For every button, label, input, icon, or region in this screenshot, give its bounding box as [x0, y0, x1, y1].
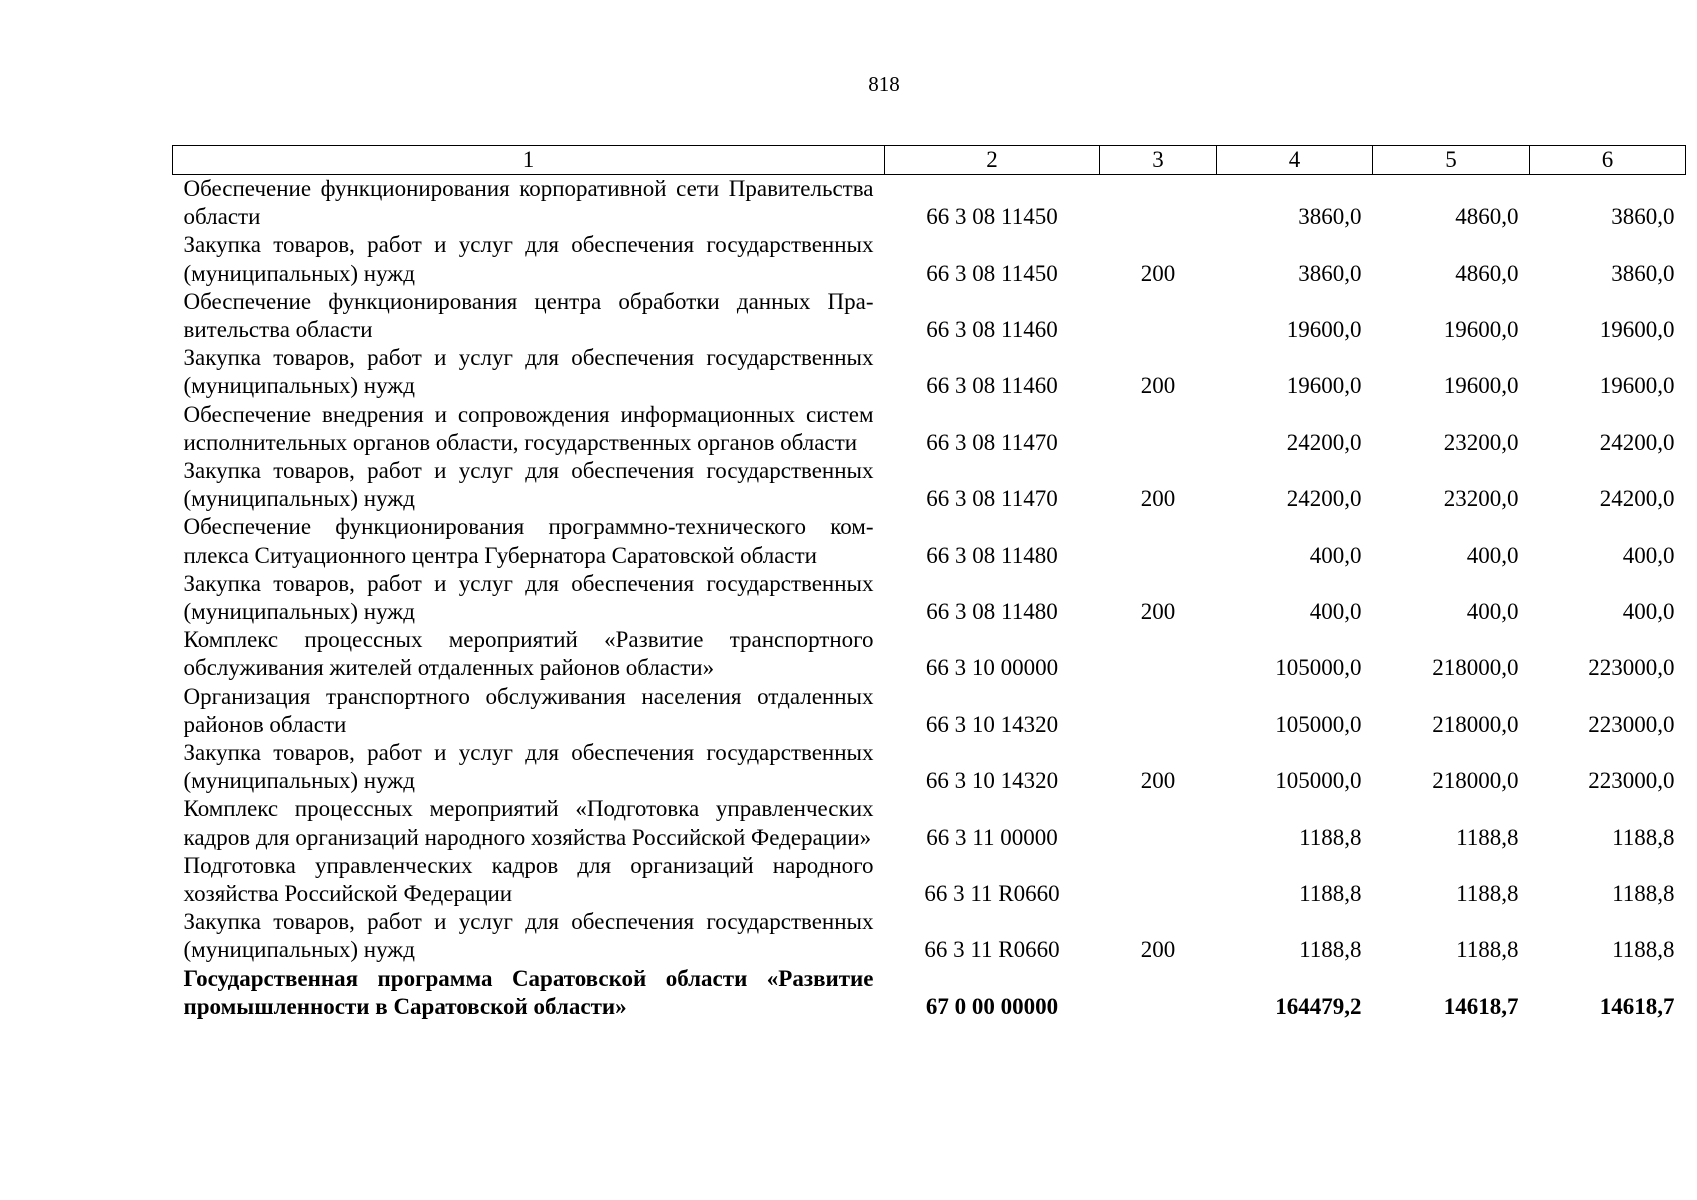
- row-value-col6-cell: 400,0: [1622, 599, 1675, 625]
- row-value-col6-cell: 24200,0: [1599, 486, 1675, 512]
- row-value-col4-cell: 1188,8: [1299, 824, 1362, 850]
- row-name-cell: Обеспечение функционирования корпоративной сети Правительства области: [183, 176, 874, 230]
- row-value-col4-cell: 19600,0: [1286, 317, 1362, 343]
- row-value-col6-cell: 19600,0: [1599, 373, 1675, 399]
- row-value-col6-cell: 223000,0: [1588, 655, 1675, 681]
- row-value-col4-cell: 3860,0: [1298, 204, 1362, 230]
- row-value-col5-cell: 4860,0: [1455, 260, 1519, 286]
- table-body: [173, 175, 1686, 1022]
- row-expense-type-cell: 200: [1140, 373, 1176, 399]
- row-expense-type-cell: [1100, 288, 1217, 344]
- row-value-col5-cell: 4860,0: [1455, 204, 1519, 230]
- row-value-col4-cell: 400,0: [1309, 599, 1362, 625]
- row-value-col4-cell: 24200,0: [1286, 486, 1362, 512]
- row-code-cell: 67 0 00 00000: [925, 993, 1059, 1019]
- row-value-col5-cell: 23200,0: [1443, 429, 1519, 455]
- table-row: [173, 852, 1686, 908]
- row-value-col6-cell: 223000,0: [1588, 711, 1675, 737]
- row-value-col5-cell: 1188,8: [1456, 881, 1519, 907]
- table-header-row: [173, 146, 1686, 175]
- table-row: [173, 739, 1686, 795]
- row-value-col6-cell: 223000,0: [1588, 768, 1675, 794]
- row-code-cell: 66 3 08 11450: [926, 204, 1058, 230]
- row-expense-type-cell: 200: [1140, 260, 1176, 286]
- row-value-col4-cell: 164479,2: [1275, 993, 1362, 1019]
- column-header-1: 1: [173, 146, 885, 175]
- row-value-col5-cell: 218000,0: [1432, 655, 1519, 681]
- row-name-cell: Закупка товаров, работ и услуг для обеспечения государственных (муниципальных) нужд: [183, 232, 874, 286]
- table-row: [173, 175, 1686, 232]
- row-value-col4-cell: 105000,0: [1275, 655, 1362, 681]
- table-row: [173, 965, 1686, 1021]
- row-value-col6-cell: 400,0: [1622, 542, 1675, 568]
- row-name-cell: Организация транспортного обслуживания населения отдаленных районов области: [183, 683, 874, 737]
- row-value-col4-cell: 1188,8: [1299, 937, 1362, 963]
- row-value-col6-cell: 19600,0: [1599, 317, 1675, 343]
- row-name-cell: Обеспечение функционирования центра обработки данных Правительства области: [183, 288, 874, 343]
- row-code-cell: 66 3 08 11470: [926, 429, 1058, 455]
- column-header-5: 5: [1373, 146, 1530, 175]
- row-value-col5-cell: 19600,0: [1443, 317, 1519, 343]
- row-name-cell: Подготовка управленческих кадров для организаций народного хозяйства Российской Федерации: [183, 852, 874, 907]
- row-value-col5-cell: 23200,0: [1443, 486, 1519, 512]
- row-value-col5-cell: 218000,0: [1432, 711, 1519, 737]
- row-expense-type-cell: [1100, 683, 1217, 739]
- column-header-4: 4: [1217, 146, 1373, 175]
- table-row: [173, 626, 1686, 682]
- row-value-col6-cell: 1188,8: [1612, 881, 1675, 907]
- row-code-cell: 66 3 11 00000: [926, 824, 1058, 850]
- row-code-cell: 66 3 11 R0660: [924, 881, 1060, 907]
- table-row: [173, 401, 1686, 457]
- row-value-col5-cell: 218000,0: [1432, 768, 1519, 794]
- table-row: [173, 457, 1686, 513]
- row-code-cell: 66 3 10 14320: [925, 768, 1059, 794]
- row-value-col5-cell: 1188,8: [1456, 824, 1519, 850]
- table-row: [173, 513, 1686, 569]
- row-value-col4-cell: 3860,0: [1298, 260, 1362, 286]
- row-code-cell: 66 3 08 11450: [926, 260, 1058, 286]
- row-name-cell: Государственная программа Саратовской области «Развитие промышленности в Саратовской области»: [183, 965, 874, 1019]
- table-row: [173, 570, 1686, 626]
- table-row: [173, 795, 1686, 851]
- table-row: [173, 908, 1686, 964]
- table-row: [173, 344, 1686, 400]
- table-row: [173, 683, 1686, 739]
- row-value-col6-cell: 3860,0: [1611, 260, 1675, 286]
- row-value-col6-cell: 1188,8: [1612, 824, 1675, 850]
- row-expense-type-cell: 200: [1140, 768, 1176, 794]
- row-expense-type-cell: [1100, 965, 1217, 1021]
- row-expense-type-cell: 200: [1140, 937, 1176, 963]
- row-value-col6-cell: 3860,0: [1611, 204, 1675, 230]
- column-header-3: 3: [1100, 146, 1217, 175]
- row-code-cell: 66 3 10 14320: [925, 711, 1059, 737]
- row-expense-type-cell: [1100, 852, 1217, 908]
- row-code-cell: 66 3 08 11460: [926, 373, 1058, 399]
- row-code-cell: 66 3 11 R0660: [924, 937, 1060, 963]
- row-name-cell: Комплекс процессных мероприятий «Подготовка управленческих кадров для организаций народного хозяйства Российской Федерации»: [183, 796, 874, 850]
- row-expense-type-cell: [1100, 626, 1217, 682]
- row-value-col4-cell: 1188,8: [1299, 881, 1362, 907]
- row-code-cell: 66 3 08 11480: [926, 542, 1058, 568]
- row-code-cell: 66 3 08 11460: [926, 317, 1058, 343]
- row-value-col6-cell: 1188,8: [1612, 937, 1675, 963]
- row-name-cell: Комплекс процессных мероприятий «Развитие транспортного обслуживания жителей отдаленных районов области»: [183, 627, 874, 681]
- table-row: [173, 231, 1686, 287]
- row-name-cell: Закупка товаров, работ и услуг для обеспечения государственных (муниципальных) нужд: [183, 570, 874, 625]
- row-expense-type-cell: [1100, 513, 1217, 569]
- table-row: [173, 288, 1686, 344]
- column-header-6: 6: [1530, 146, 1686, 175]
- row-value-col4-cell: 105000,0: [1275, 711, 1362, 737]
- row-expense-type-cell: 200: [1140, 486, 1176, 512]
- row-name-cell: Закупка товаров, работ и услуг для обеспечения государственных (муниципальных) нужд: [183, 458, 874, 512]
- row-expense-type-cell: 200: [1140, 599, 1176, 625]
- row-value-col5-cell: 400,0: [1466, 599, 1519, 625]
- row-expense-type-cell: [1100, 175, 1217, 232]
- row-value-col4-cell: 400,0: [1309, 542, 1362, 568]
- row-value-col6-cell: 24200,0: [1599, 429, 1675, 455]
- row-name-cell: Обеспечение функционирования программно-технического комплекса Ситуационного центра Губернатора Саратовской области: [183, 514, 874, 568]
- row-value-col6-cell: 14618,7: [1599, 993, 1675, 1019]
- row-expense-type-cell: [1100, 401, 1217, 457]
- column-header-2: 2: [885, 146, 1100, 175]
- row-value-col5-cell: 19600,0: [1443, 373, 1519, 399]
- page-number: 818: [868, 72, 900, 96]
- row-value-col4-cell: 24200,0: [1286, 429, 1362, 455]
- row-code-cell: 66 3 08 11480: [926, 599, 1058, 625]
- row-value-col5-cell: 14618,7: [1443, 993, 1519, 1019]
- row-name-cell: Закупка товаров, работ и услуг для обеспечения государственных (муниципальных) нужд: [183, 909, 874, 963]
- row-code-cell: 66 3 10 00000: [925, 655, 1059, 681]
- row-name-cell: Обеспечение внедрения и сопровождения информационных систем исполнительных органов области, государственных органов области: [183, 401, 874, 455]
- row-value-col4-cell: 19600,0: [1286, 373, 1362, 399]
- budget-table: [172, 145, 1686, 1021]
- row-value-col4-cell: 105000,0: [1275, 768, 1362, 794]
- row-value-col5-cell: 1188,8: [1456, 937, 1519, 963]
- row-name-cell: Закупка товаров, работ и услуг для обеспечения государственных (муниципальных) нужд: [183, 345, 874, 399]
- row-code-cell: 66 3 08 11470: [926, 486, 1058, 512]
- row-expense-type-cell: [1100, 795, 1217, 851]
- row-name-cell: Закупка товаров, работ и услуг для обеспечения государственных (муниципальных) нужд: [183, 740, 874, 794]
- row-value-col5-cell: 400,0: [1466, 542, 1519, 568]
